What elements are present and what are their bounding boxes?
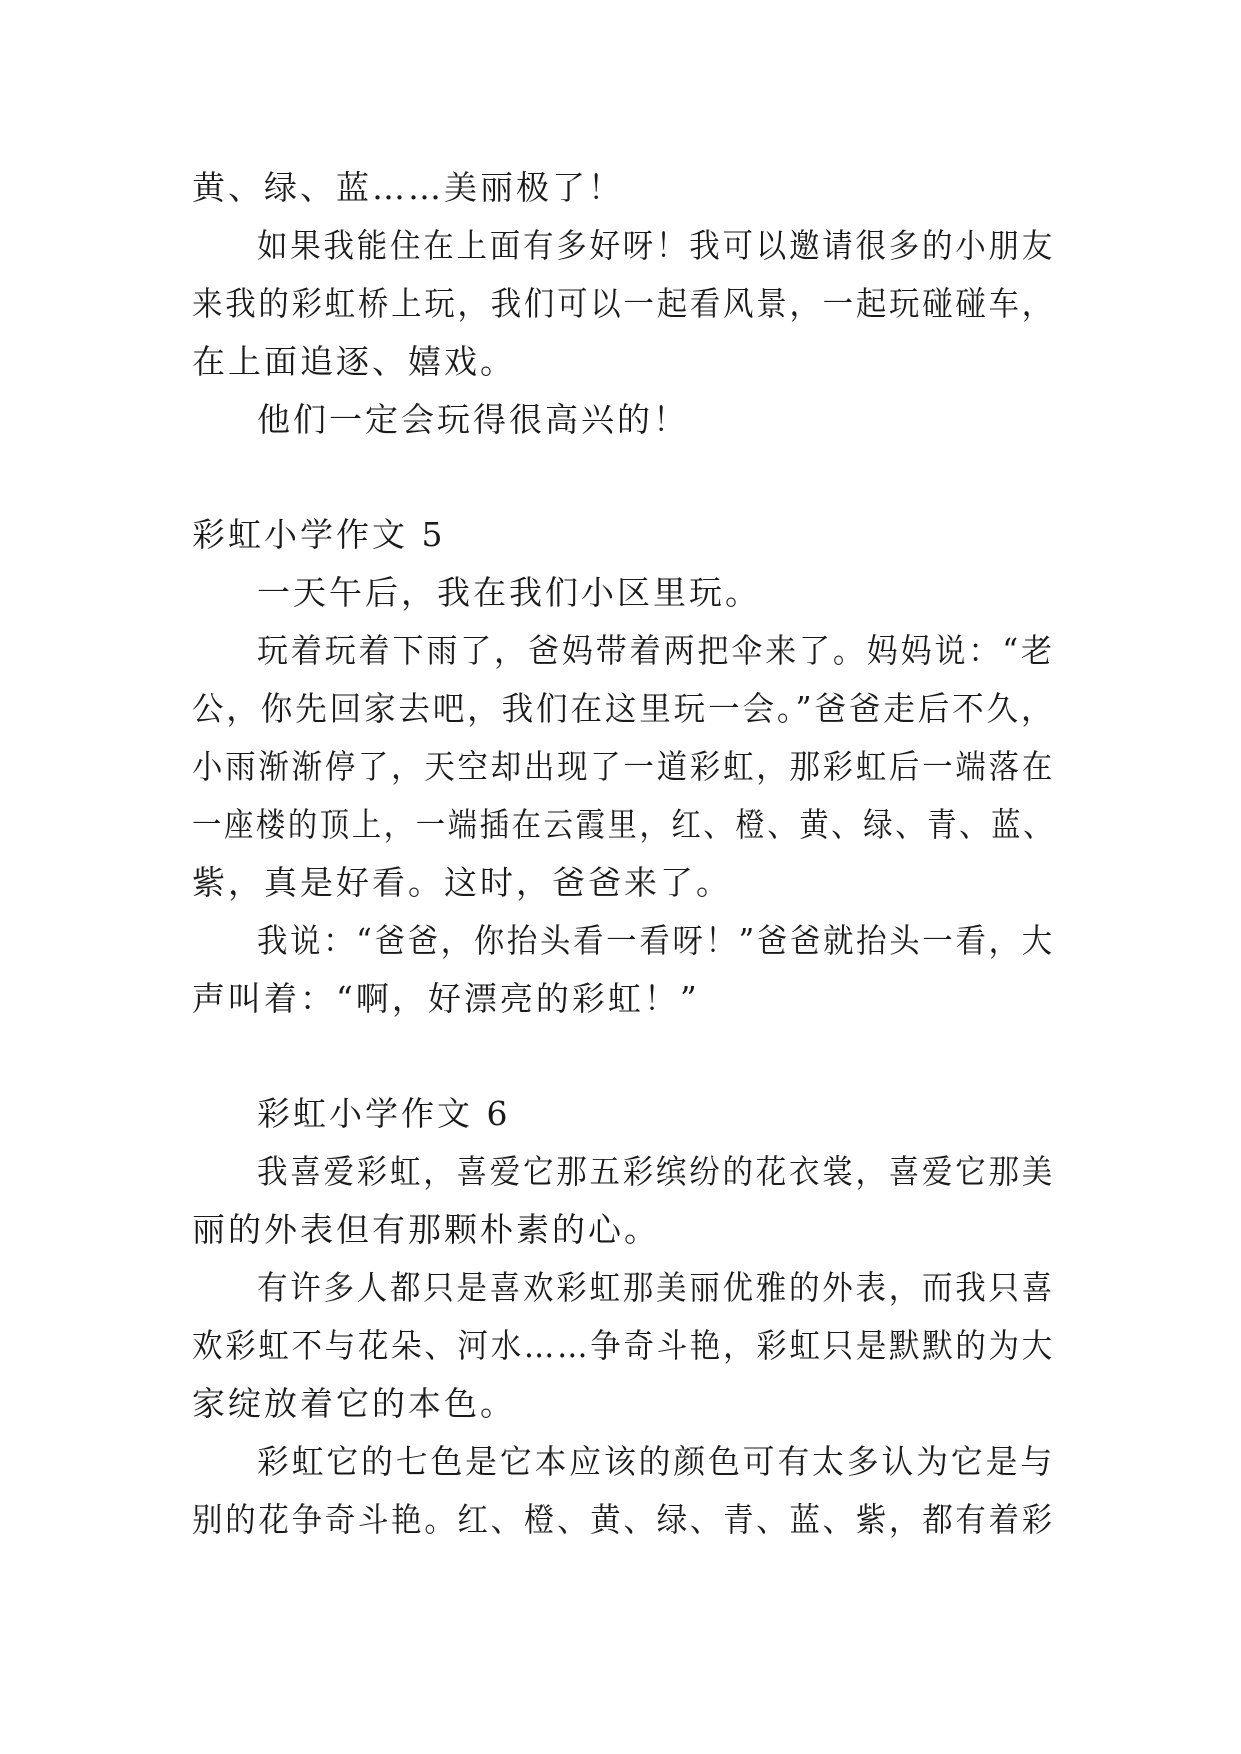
- text-line: 彩虹它的七色是它本应该的颜色可有太多认为它是与: [257, 1442, 1056, 1481]
- text-line: 一天午后，我在我们小区里玩。: [257, 573, 761, 612]
- text-line: 声叫着：“啊，好漂亮的彩虹！”: [192, 979, 700, 1018]
- text-line: 丽的外表但有那颗朴素的心。: [192, 1210, 660, 1249]
- section-heading: 彩虹小学作文 6: [257, 1094, 511, 1133]
- text-line: 我喜爱彩虹，喜爱它那五彩缤纷的花衣裳，喜爱它那美: [257, 1152, 1055, 1191]
- text-line: 来我的彩虹桥上玩，我们可以一起看风景，一起玩碰碰车，: [192, 284, 1055, 323]
- text-line: 紫，真是好看。这时，爸爸来了。: [192, 863, 732, 902]
- text-line: 如果我能住在上面有多好呀！我可以邀请很多的小朋友: [257, 226, 1055, 265]
- text-line: 在上面追逐、嬉戏。: [192, 342, 516, 381]
- text-line: 他们一定会玩得很高兴的！: [257, 400, 689, 439]
- text-line: 玩着玩着下雨了，爸妈带着两把伞来了。妈妈说：“老: [257, 631, 1055, 670]
- text-line: 一座楼的顶上，一端插在云霞里，红、橙、黄、绿、青、蓝、: [192, 805, 1056, 844]
- text-line: 黄、绿、蓝……美丽极了！: [192, 168, 624, 207]
- text-line: 我说：“爸爸，你抬头看一看呀！”爸爸就抬头一看，大: [257, 921, 1055, 960]
- text-line: 公，你先回家去吧，我们在这里玩一会。”爸爸走后不久，: [192, 689, 1056, 728]
- text-line: 别的花争奇斗艳。红、橙、黄、绿、青、蓝、紫，都有着彩: [192, 1500, 1055, 1539]
- text-line: 有许多人都只是喜欢彩虹那美丽优雅的外表，而我只喜: [257, 1268, 1055, 1307]
- text-line: 家绽放着它的本色。: [192, 1384, 516, 1423]
- text-line: 欢彩虹不与花朵、河水……争奇斗艳，彩虹只是默默的为大: [192, 1326, 1055, 1365]
- section-heading: 彩虹小学作文 5: [192, 515, 446, 554]
- text-line: 小雨渐渐停了，天空却出现了一道彩虹，那彩虹后一端落在: [192, 747, 1055, 786]
